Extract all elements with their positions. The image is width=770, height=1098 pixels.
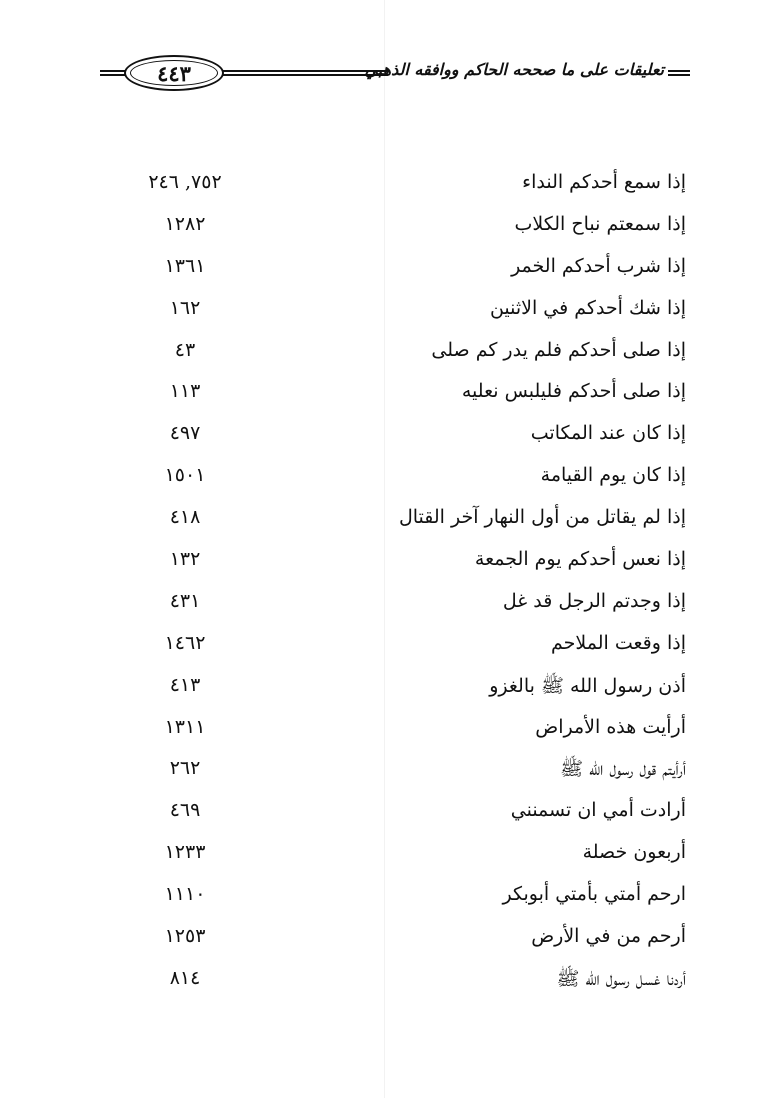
entry-text: أرأيتم قول رسول الله ﷺ	[560, 758, 686, 781]
entry-ref: ٤١٣	[169, 673, 201, 696]
entry-ref: ٤٣	[174, 338, 196, 361]
index-row	[0, 917, 770, 959]
entry-ref: ١٢٥٣	[164, 925, 206, 948]
entry-ref: ١٢٣٣	[164, 841, 206, 864]
index-row	[0, 414, 770, 456]
entry-text: أرأيت هذه الأمراض	[535, 715, 686, 738]
index-row	[0, 624, 770, 666]
entry-ref: ٨١٤	[169, 966, 201, 989]
entry-ref: ٤٩٧	[169, 422, 201, 445]
entry-ref: ٤٣١	[169, 589, 201, 612]
index-row	[0, 289, 770, 331]
index-row	[0, 372, 770, 414]
entry-ref: ١١٣	[169, 380, 201, 403]
entry-ref: ١١١٠	[164, 883, 206, 906]
index-row	[0, 540, 770, 582]
page-header	[100, 48, 700, 88]
index-row	[0, 959, 770, 1001]
header-rule-middle	[220, 70, 388, 76]
index-row	[0, 205, 770, 247]
index-row	[0, 331, 770, 373]
header-rule-right	[668, 70, 690, 76]
entry-text: إذا شرب أحدكم الخمر	[511, 254, 686, 277]
entry-text: إذا صلى أحدكم فلم يدر كم صلى	[431, 338, 686, 361]
entry-text: إذا سمع أحدكم النداء	[522, 171, 686, 193]
entry-text: أذن رسول الله ﷺ بالغزو	[489, 674, 686, 697]
entry-ref: ١٤٦٢	[164, 631, 206, 654]
index-row	[0, 791, 770, 833]
index-row	[0, 708, 770, 750]
entry-ref: ٤١٨	[169, 506, 201, 529]
entry-text: إذا وقعت الملاحم	[551, 631, 686, 654]
entry-text: أرحم من في الأرض	[531, 925, 686, 948]
entry-ref: ١٥٠١	[164, 464, 206, 487]
entry-ref: ٢٦٢	[169, 757, 201, 780]
entry-ref: ٤٦٩	[169, 799, 201, 822]
entry-text: إذا كان عند المكاتب	[530, 422, 686, 445]
entry-text: ارحم أمتي بأمتي أبوبكر	[502, 883, 686, 906]
entry-text: إذا صلى أحدكم فليلبس نعليه	[461, 380, 686, 403]
entry-ref: ١٣٢	[169, 548, 201, 571]
index-row	[0, 456, 770, 498]
entry-ref: ١٢٨٢	[164, 212, 206, 235]
entry-ref: ١٦٢	[169, 296, 201, 319]
index-row	[0, 498, 770, 540]
entry-text: إذا شك أحدكم في الاثنين	[489, 296, 686, 319]
entry-text: أربعون خصلة	[582, 841, 686, 864]
entry-ref: ١٣٦١	[164, 254, 206, 277]
entry-text: إذا وجدتم الرجل قد غل	[502, 589, 686, 612]
entry-ref: ١٣١١	[164, 715, 206, 738]
page-number: ٤٤٣	[157, 60, 191, 86]
entry-text: إذا لم يقاتل من أول النهار آخر القتال	[398, 506, 686, 529]
entry-text: أردنا غسل رسول الله ﷺ	[556, 967, 686, 990]
entry-ref: ٧٥٢, ٢٤٦	[148, 171, 222, 193]
index-row	[0, 833, 770, 875]
entry-text: إذا نعس أحدكم يوم الجمعة	[474, 548, 686, 571]
running-title: تعليقات على ما صححه الحاكم ووافقه الذهبي	[364, 60, 664, 79]
index-list	[0, 163, 770, 1001]
page-number-oval	[124, 55, 224, 91]
entry-text: إذا كان يوم القيامة	[540, 464, 686, 487]
index-row	[0, 163, 770, 205]
index-row	[0, 749, 770, 791]
entry-text: أرادت أمي ان تسمنني	[510, 799, 686, 822]
index-row	[0, 875, 770, 917]
index-row	[0, 582, 770, 624]
index-row	[0, 247, 770, 289]
entry-text: إذا سمعتم نباح الكلاب	[514, 212, 686, 235]
index-row	[0, 666, 770, 708]
